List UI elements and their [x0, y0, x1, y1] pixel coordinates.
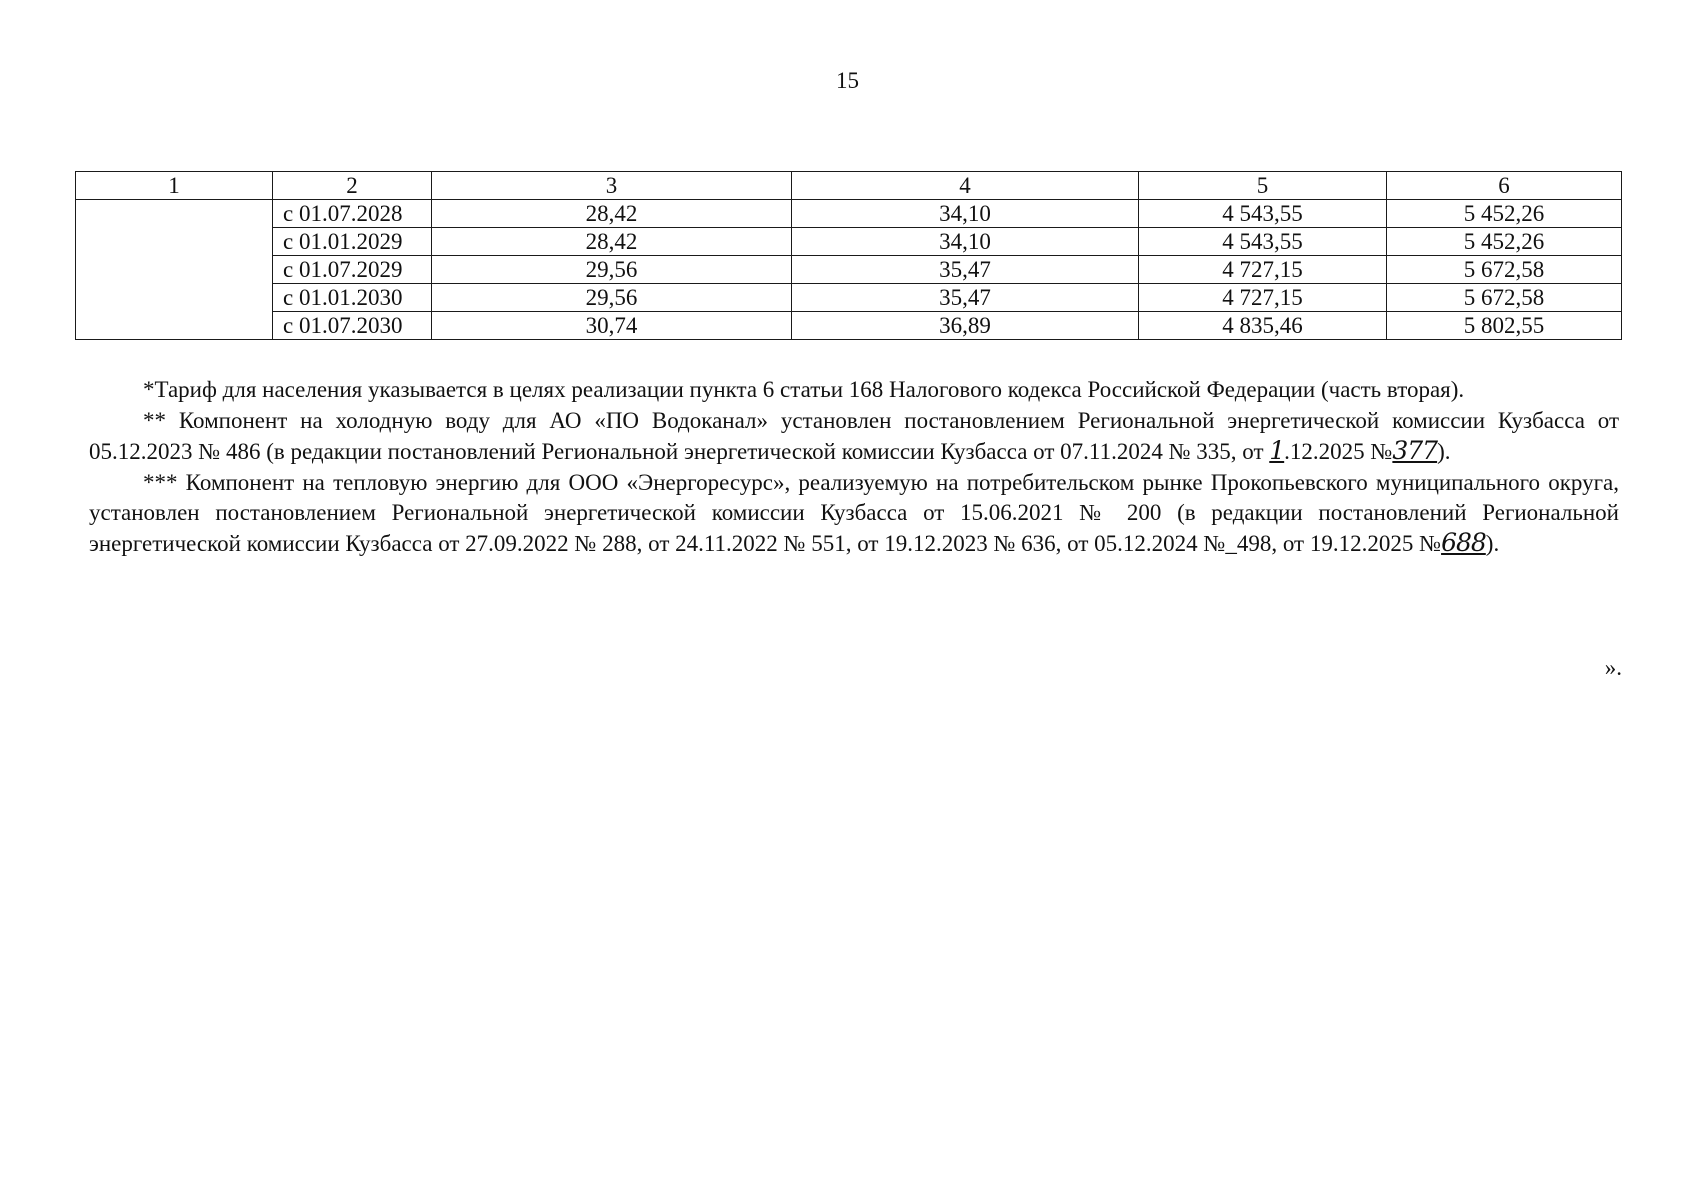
- value-cell: 34,10: [792, 200, 1139, 228]
- value-cell: 4 727,15: [1139, 256, 1387, 284]
- header-cell: 4: [792, 172, 1139, 200]
- header-cell: 6: [1387, 172, 1622, 200]
- value-cell: 28,42: [432, 228, 792, 256]
- table-header-row: [76, 172, 1622, 200]
- merged-empty-cell: [76, 200, 273, 340]
- value-cell: 36,89: [792, 312, 1139, 340]
- date-cell: с 01.07.2028: [273, 200, 432, 228]
- footnote-text: ).: [1485, 531, 1500, 556]
- value-cell: 4 835,46: [1139, 312, 1387, 340]
- footnote-heat-energy: [89, 468, 1619, 559]
- value-cell: 5 672,58: [1387, 256, 1622, 284]
- table-row: [76, 312, 1622, 340]
- page-number: 15: [836, 68, 859, 93]
- handwritten-number: 688: [1441, 528, 1486, 557]
- value-cell: 35,47: [792, 284, 1139, 312]
- header-cell: 5: [1139, 172, 1387, 200]
- value-cell: 28,42: [432, 200, 792, 228]
- date-cell: с 01.07.2030: [273, 312, 432, 340]
- handwritten-number: 377: [1392, 436, 1438, 465]
- value-cell: 30,74: [432, 312, 792, 340]
- footnote-text: ** Компонент на холодную воду для АО «ПО Водоканал» установлен постановлением Региональной энергетической комиссии Кузбасса от 05.12.2023 № 486 (в редакции постановлений Региональной энергетической комиссии Кузбасса от 07.11.2024 № 335, от: [89, 408, 1619, 464]
- header-cell: 3: [432, 172, 792, 200]
- date-cell: с 01.01.2030: [273, 284, 432, 312]
- value-cell: 4 543,55: [1139, 228, 1387, 256]
- header-cell: 1: [76, 172, 273, 200]
- footnote-tariff: *Тариф для населения указывается в целях реализации пункта 6 статьи 168 Налогового кодекса Российской Федерации (часть вторая).: [143, 377, 1465, 402]
- footnotes: [89, 375, 1619, 560]
- value-cell: 29,56: [432, 284, 792, 312]
- value-cell: 29,56: [432, 256, 792, 284]
- table-row: [76, 228, 1622, 256]
- value-cell: 34,10: [792, 228, 1139, 256]
- value-cell: 5 452,26: [1387, 228, 1622, 256]
- value-cell: 4 727,15: [1139, 284, 1387, 312]
- tariff-table: [75, 171, 1622, 340]
- table-row: [76, 256, 1622, 284]
- table-row: [76, 284, 1622, 312]
- value-cell: 4 543,55: [1139, 200, 1387, 228]
- footnote-text: *** Компонент на тепловую энергию для ООО «Энергоресурс», реализуемую на потребительском рынке Прокопьевского муниципального округа, установлен постановлением Региональной энергетической комиссии Кузбасса от 15.06.2021 № 200 (в редакции постановлений Региональной энергетической комиссии Кузбасса от 27.09.2022 № 288, от 24.11.2022 № 551, от 19.12.2023 № 636, от 05.12.2024 №_498, от 19.12.2025 №: [89, 470, 1619, 556]
- handwritten-day: 1: [1269, 436, 1285, 465]
- date-cell: с 01.01.2029: [273, 228, 432, 256]
- footnote-text: ).: [1437, 439, 1451, 464]
- value-cell: 35,47: [792, 256, 1139, 284]
- header-cell: 2: [273, 172, 432, 200]
- value-cell: 5 672,58: [1387, 284, 1622, 312]
- footnote-cold-water: [89, 406, 1619, 467]
- footnote-text: .12.2025 №: [1284, 439, 1393, 464]
- value-cell: 5 452,26: [1387, 200, 1622, 228]
- value-cell: 5 802,55: [1387, 312, 1622, 340]
- closing-quote: ».: [1604, 655, 1622, 680]
- table-row: [76, 200, 1622, 228]
- date-cell: с 01.07.2029: [273, 256, 432, 284]
